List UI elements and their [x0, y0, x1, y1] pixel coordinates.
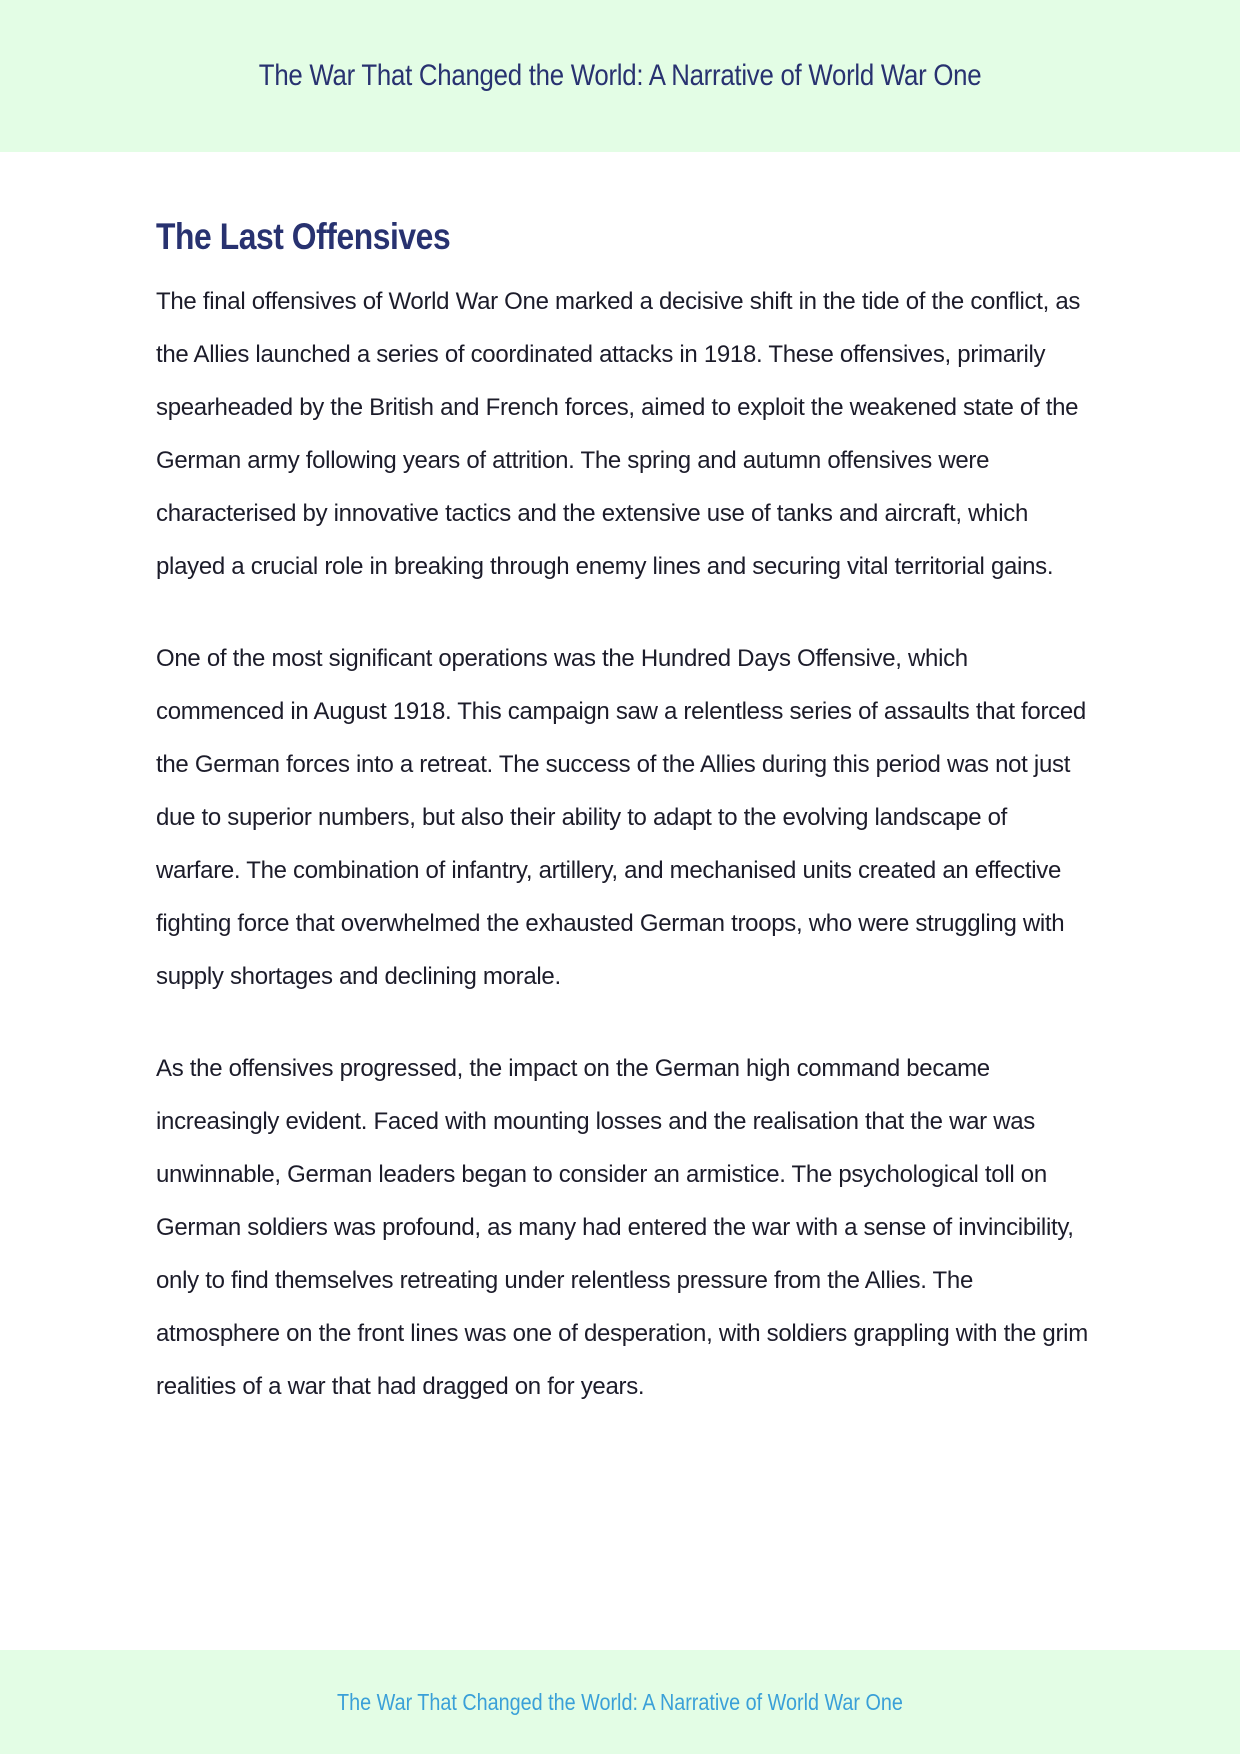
page-header: [0, 0, 1240, 152]
body-paragraph-2: One of the most significant operations was the Hundred Days Offensive, which commenced in August 1918. This campaign saw a relentless series of assaults that forced the German forces into a retreat. The success of the Allies during this period was not just due to superior numbers, but also their ability to adapt to the evolving landscape of warfare. The combination of infantry, artillery, and mechanised units created an effective fighting force that overwhelmed the exhausted German troops, who were struggling with supply shortages and declining morale.: [156, 645, 1086, 990]
body-paragraph-3: As the offensives progressed, the impact on the German high command became increasingly evident. Faced with mounting losses and the realisation that the war was unwinnable, German leaders began to consider an armistice. The psychological toll on German soldiers was profound, as many had entered the war with a sense of invincibility, only to find themselves retreating under relentless pressure from the Allies. The atmosphere on the front lines was one of desperation, with soldiers grappling with the grim realities of a war that had dragged on for years.: [156, 1055, 1088, 1400]
header-title: The War That Changed the World: A Narrative of World War One: [258, 59, 982, 92]
body-paragraph-1: The final offensives of World War One marked a decisive shift in the tide of the conflict, as the Allies launched a series of coordinated attacks in 1918. These offensives, primarily spearheaded by the British and French forces, aimed to exploit the weakened state of the German army following years of attrition. The spring and autumn offensives were characterised by innovative tactics and the extensive use of tanks and aircraft, which played a crucial role in breaking through enemy lines and securing vital territorial gains.: [156, 288, 1081, 580]
footer-title: The War That Changed the World: A Narrative of World War One: [337, 1688, 903, 1715]
section-heading: The Last Offensives: [156, 216, 451, 257]
page-footer: [0, 1650, 1240, 1754]
main-content: [156, 205, 1088, 1452]
